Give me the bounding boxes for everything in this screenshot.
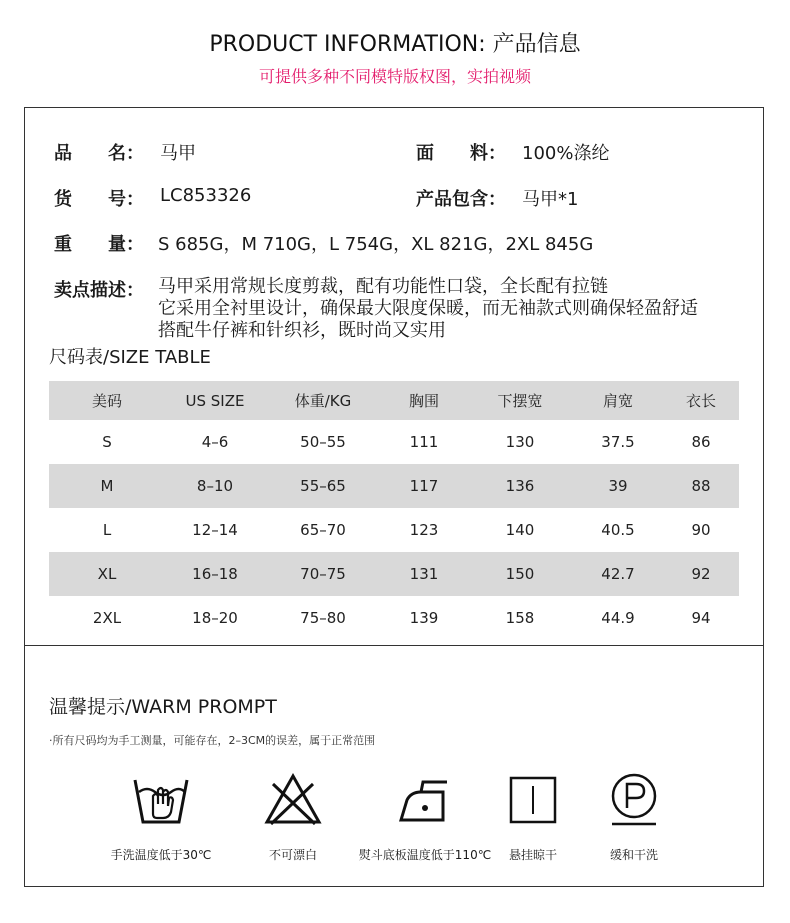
table-row [49,464,739,508]
table-header-cell: 衣长 [663,381,739,420]
care-item-dry-clean [569,770,699,863]
table-cell: 2XL [92,609,122,627]
table-header-cell: 体重/KG [265,381,381,420]
selling-line: 搭配牛仔裤和针织衫，既时尚又实用 [158,320,446,341]
table-cell: 130 [505,433,535,451]
warm-prompt-note: ·所有尺码均为手工测量，可能存在，2–3CM的误差，属于正常范围 [49,734,376,747]
care-item-hand-wash [96,770,226,863]
table-cell: L [102,521,112,539]
package-label: 产品包含： [416,189,506,210]
table-row [49,420,739,464]
table-cell: 39 [573,464,663,508]
size-table-title: 尺码表/SIZE TABLE [49,347,211,368]
section-divider [24,645,764,646]
table-cell: 8–10 [165,464,265,508]
table-header-row [49,381,739,420]
care-item-no-bleach [228,770,358,863]
table-header-cell: 肩宽 [573,381,663,420]
care-label: 不可漂白 [268,848,317,862]
table-cell: 88 [663,464,739,508]
size-table [49,381,739,640]
table-cell: M [49,464,165,508]
table-cell: XL [49,552,165,596]
table-cell: 140 [505,521,535,539]
table-cell: 44.9 [601,609,635,627]
no-bleach-icon [261,770,325,830]
table-cell: 55–65 [265,464,381,508]
weight-value: S 685G，M 710G，L 754G，XL 821G，2XL 845G [158,234,594,255]
table-cell: 70–75 [265,552,381,596]
table-cell: 123 [409,521,439,539]
table-row [49,596,739,640]
material-value: 100%涤纶 [522,143,610,164]
table-header-cell: US SIZE [165,381,265,420]
table-cell: 136 [467,464,573,508]
table-header-cell: 下摆宽 [467,381,573,420]
table-cell: S [102,433,112,451]
sku-value: LC853326 [160,185,252,206]
table-cell: 139 [409,609,439,627]
table-cell: 131 [381,552,467,596]
table-cell: 4–6 [201,433,229,451]
table-cell: 90 [691,521,711,539]
table-cell: 117 [381,464,467,508]
table-header-cell: 美码 [49,381,165,420]
warm-prompt-title: 温馨提示/WARM PROMPT [49,696,277,718]
table-cell: 16–18 [165,552,265,596]
table-cell: 40.5 [601,521,635,539]
page-subtitle: 可提供多种不同模特版权图，实拍视频 [258,67,531,86]
table-cell: 50–55 [300,433,346,451]
table-cell: 18–20 [192,609,238,627]
table-cell: 150 [467,552,573,596]
care-label: 熨斗底板温度低于110℃ [358,848,492,862]
table-cell: 65–70 [300,521,346,539]
table-header-cell: 胸围 [381,381,467,420]
page-title: PRODUCT INFORMATION: 产品信息 [209,32,581,57]
material-label: 面 料： [416,143,506,164]
table-cell: 158 [505,609,535,627]
hand-wash-icon [129,770,193,830]
care-label: 缓和干洗 [609,848,658,862]
selling-line: 它采用全衬里设计，确保最大限度保暖，而无袖款式则确保轻盈舒适 [158,298,698,319]
table-row [49,552,739,596]
name-value: 马甲 [160,143,196,164]
dry-clean-p-icon [602,770,666,830]
care-label: 悬挂晾干 [508,848,557,862]
table-cell: 37.5 [601,433,635,451]
name-label: 品 名： [54,143,144,164]
selling-line: 马甲采用常规长度剪裁，配有功能性口袋，全长配有拉链 [158,276,608,297]
package-value: 马甲*1 [522,189,579,210]
table-cell: 12–14 [192,521,238,539]
table-cell: 92 [663,552,739,596]
iron-low-icon [393,770,457,830]
selling-description [158,276,698,342]
table-row [49,508,739,552]
table-cell: 42.7 [573,552,663,596]
selling-label: 卖点描述： [54,280,144,301]
table-cell: 111 [409,433,439,451]
table-cell: 94 [691,609,711,627]
table-cell: 75–80 [300,609,346,627]
hang-dry-icon [501,770,565,830]
sku-label: 货 号： [54,189,144,210]
weight-label: 重 量： [54,234,144,255]
table-cell: 86 [691,433,711,451]
care-label: 手洗温度低于30℃ [110,848,212,862]
